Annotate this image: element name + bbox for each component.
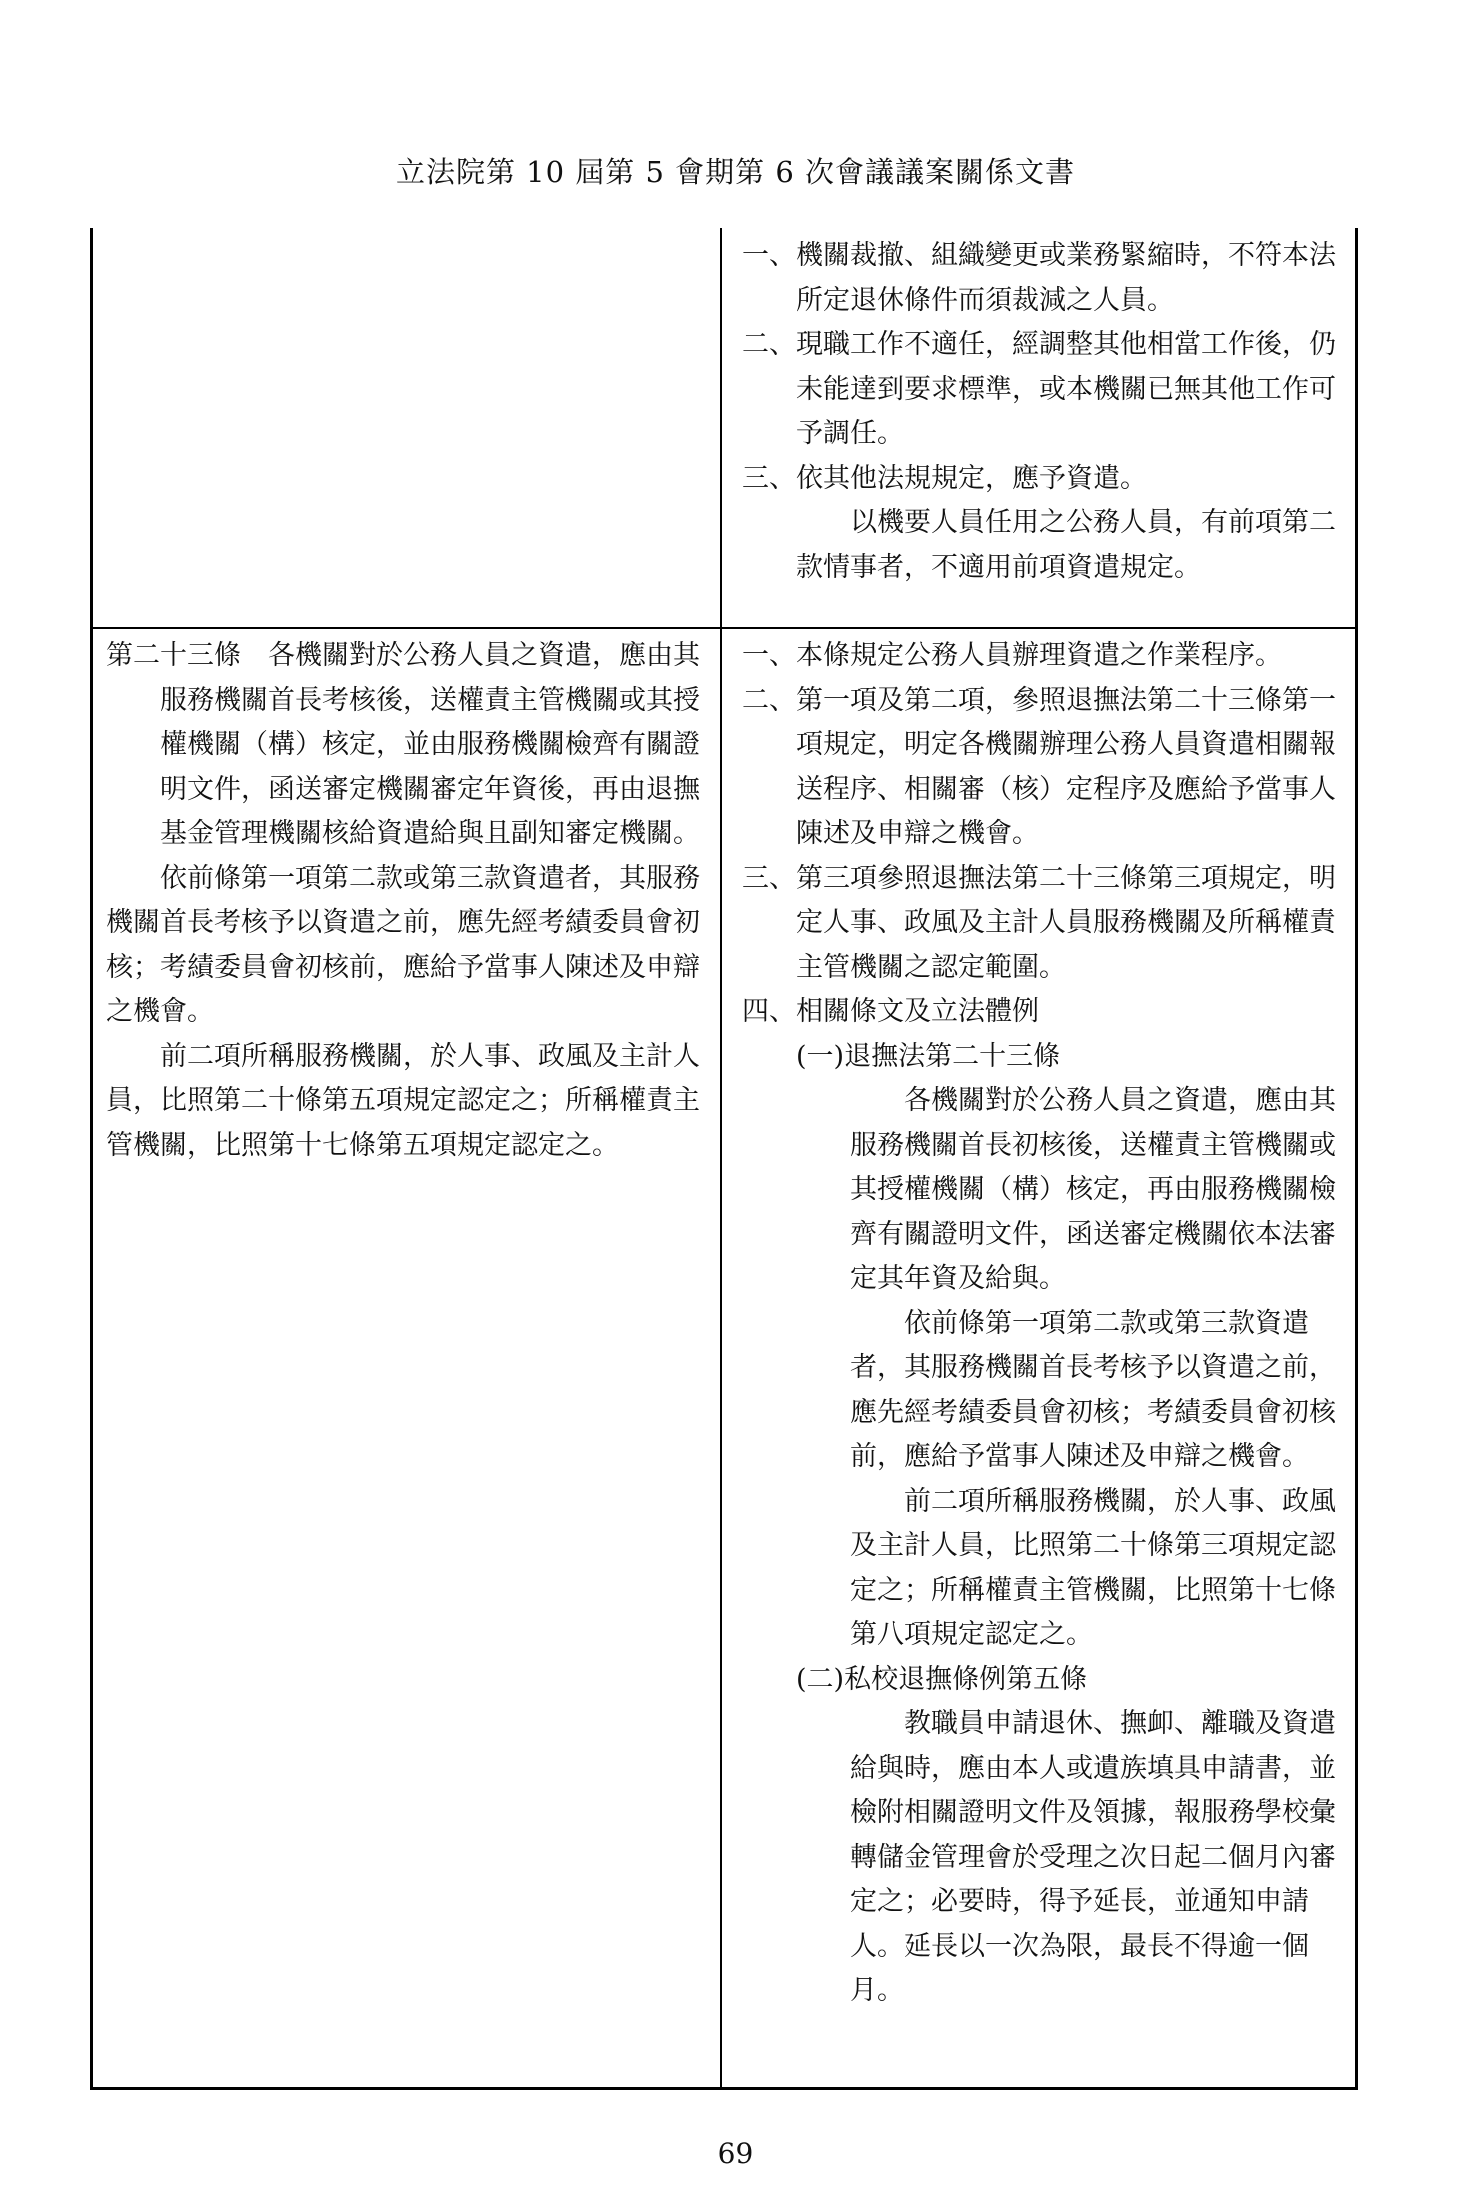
list-item: 三、第三項參照退撫法第二十三條第三項規定，明定人事、政風及主計人員服務機關及所稱權責主管機關之認定範圍。	[742, 862, 1336, 983]
subsection-title: (二)私校退撫條例第五條	[796, 1663, 1088, 1695]
list-item: 二、第一項及第二項，參照退撫法第二十三條第一項規定，明定各機關辦理公務人員資遣相關報送程序、相關審（核）定程序及應給予當事人陳述及申辯之機會。	[742, 684, 1336, 849]
cell-explanation	[742, 634, 1347, 2014]
list-item: 四、相關條文及立法體例	[742, 996, 1039, 1027]
document-header: 立法院第 10 屆第 5 會期第 6 次會議議案關係文書	[395, 155, 1076, 189]
list-item: 一、本條規定公務人員辦理資遣之作業程序。	[742, 640, 1282, 671]
cell-article-text	[106, 634, 706, 1168]
quoted-paragraph: 前二項所稱服務機關，於人事、政風及主計人員，比照第二十條第三項規定認定之；所稱權責主管機關，比照第十七條第八項規定認定之。	[850, 1485, 1336, 1650]
list-item: 三、依其他法規規定，應予資遣。	[742, 462, 1147, 494]
paragraph: 以機要人員任用之公務人員，有前項第二款情事者，不適用前項資遣規定。	[796, 507, 1336, 583]
paragraph: 前二項所稱服務機關，於人事、政風及主計人員，比照第二十條第五項規定認定之；所稱權責主管機關，比照第十七條第五項規定認定之。	[106, 1040, 700, 1161]
list-item: 二、現職工作不適任，經調整其他相當工作後，仍未能達到要求標準，或本機關已無其他工作可予調任。	[742, 329, 1336, 449]
article-23: 第二十三條 各機關對於公務人員之資遣，應由其服務機關首長考核後，送權責主管機關或其授權機關（構）核定，並由服務機關檢齊有關證明文件，函送審定機關審定年資後，再由退撫基金管理機關核給資遣給與且副知審定機關。	[106, 640, 700, 849]
column-divider	[720, 228, 722, 2088]
quoted-paragraph: 教職員申請退休、撫卹、離職及資遣給與時，應由本人或遺族填具申請書，並檢附相關證明文件及領據，報服務學校彙轉儲金管理會於受理之次日起二個月內審定之；必要時，得予延長，並通知申請人。延長以一次為限，最長不得逾一個月。	[850, 1708, 1336, 2006]
cell-top-right	[742, 234, 1347, 590]
quoted-paragraph: 依前條第一項第二款或第三款資遣者，其服務機關首長考核予以資遣之前，應先經考績委員會初核；考績委員會初核前，應給予當事人陳述及申辯之機會。	[850, 1307, 1336, 1472]
paragraph: 依前條第一項第二款或第三款資遣者，其服務機關首長考核予以資遣之前，應先經考績委員會初核；考績委員會初核前，應給予當事人陳述及申辯之機會。	[106, 862, 700, 1027]
list-item: 一、機關裁撤、組織變更或業務緊縮時，不符本法所定退休條件而須裁減之人員。	[742, 240, 1336, 316]
row-divider	[90, 627, 1358, 629]
quoted-paragraph: 各機關對於公務人員之資遣，應由其服務機關首長初核後，送權責主管機關或其授權機關（構）核定，再由服務機關檢齊有關證明文件，函送審定機關依本法審定其年資及給與。	[850, 1085, 1336, 1294]
page-number: 69	[717, 2137, 754, 2170]
subsection-title: (一)退撫法第二十三條	[796, 1040, 1061, 1072]
